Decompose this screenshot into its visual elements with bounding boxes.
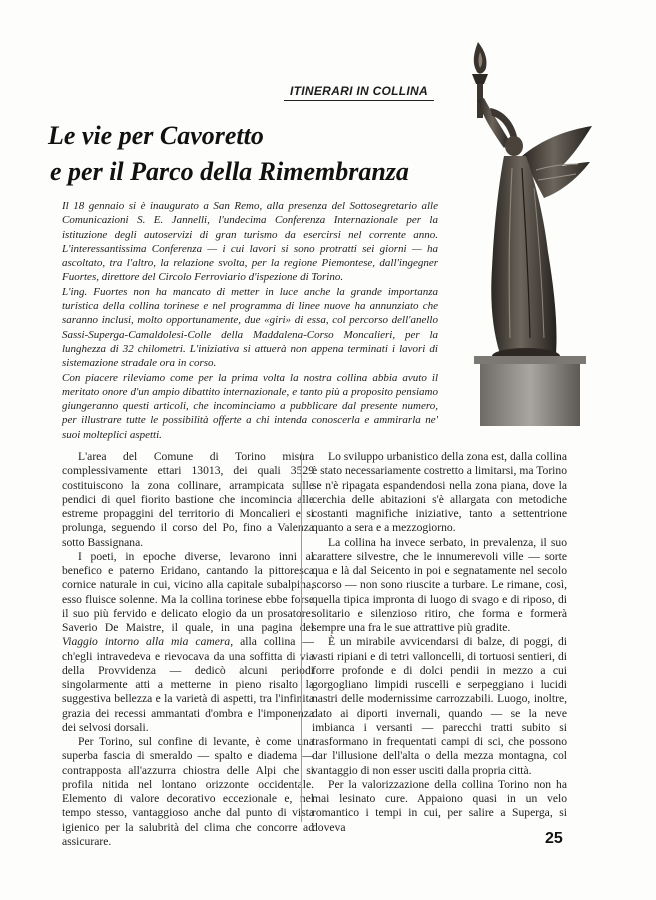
title-line-2: e per il Parco della Rimembranza	[50, 157, 409, 186]
intro-block	[62, 199, 438, 442]
body-paragraph: Per la valorizzazione della collina Torino non ha mai lesinato cure. Appaiono quasi in un velo romantico i tempi in cui, per salire a Superga, si doveva	[312, 777, 567, 834]
article-title	[48, 118, 448, 190]
right-column	[312, 450, 567, 835]
intro-paragraph: Il 18 gennaio si è inaugurato a San Remo, alla presenza del Sottosegretario alle Comunicazioni S. E. Jannelli, l'undecima Conferenza Internazionale per la istituzione degli autoservizi di gran turismo da esercirsi nel corrente anno. L'interessantissima Conferenza — i cui lavori si sono protratti sei giorni — ha ascoltato, tra l'altro, la relazione svolta, per la regione Piemontese, dall'ingegner Fuortes, direttore del Circolo Ferroviario d'ispezione di Torino.	[62, 200, 438, 284]
page-number: 25	[545, 830, 563, 847]
intro-paragraph: L'ing. Fuortes non ha mancato di metter in luce anche la grande importanza turistica della collina torinese e nel programma di linee nuove ha annunziato che saranno inclusi, molto opportunamente, due «giri» di essa, col percorso dell'anello Sassi-Superga-Camaldolesi-Colle della Maddalena-Corso Moncalieri, per la lunghezza di 32 chilometri. L'iniziativa si attuerà non appena terminati i lavori di sistemazione stradale ora in corso.	[62, 285, 438, 370]
column-divider	[301, 452, 302, 822]
book-title: Viaggio intorno alla mia camera	[62, 635, 231, 649]
body-paragraph: Per Torino, sul confine di levante, è come una superba fascia di smeraldo — spalto e diadema — contrapposta all'azzurra chiostra delle Alpi che si profila nitida nel lontano orizzonte occidentale. Elemento di valore decorativo eccezionale e, nel tempo stesso, vantaggioso anche dal punto di vista igienico per la salubrità del clima che concorre ad assicurare.	[62, 735, 314, 848]
body-paragraph: Lo sviluppo urbanistico della zona est, dalla collina è stato necessariamente costretto a limitarsi, ma Torino se n'è ripagata espandendosi nella zona piana, dove la cerchia delle abitazioni s'è allargata con metodiche costanti magnifiche iniziative, tanto a settentrione quanto a sera e a mezzogiorno.	[312, 450, 567, 535]
body-paragraph: La collina ha invece serbato, in prevalenza, il suo carattere silvestre, che le innumerevoli ville — sorte qua e là dal Seicento in poi e segnatamente nel secolo scorso — non sono riuscite a turbare. Le rimane, così, quella tipica impronta di luogo di svago e di riposo, di solitario e silenzioso ritiro, che forma e formerà sempre una fra le sue attrattive più gradite.	[312, 535, 567, 634]
body-paragraph: L'area del Comune di Torino misura complessivamente ettari 13013, dei quali 3529 costituiscono la zona collinare, arrampicata sulle pendici di quel fiorito bastione che incomincia alle estreme propaggini del territorio di Moncalieri e si prolunga, seguendo il corso del Po, fino a Valenza sotto Bassignana.	[62, 450, 314, 549]
left-column	[62, 450, 314, 849]
winged-victory-statue-icon	[464, 38, 594, 426]
title-line-1: Le vie per Cavoretto	[48, 121, 264, 150]
intro-paragraph: Con piacere rileviamo come per la prima volta la nostra collina abbia avuto il meritato onore d'un ampio dibattito internazionale, e tanto più a proposito pensiamo giungeranno questi articoli, che incominciamo a pubblicare dal presente numero, per illustrare tutte le possibilità offerte a chi intenda conoscerla e ammirarla ne' suoi molteplici aspetti.	[62, 371, 438, 441]
body-paragraph: È un mirabile avvicendarsi di balze, di poggi, di vasti ripiani e di tetri valloncelli, di tortuosi sentieri, di forre profonde e di dolci pendii in mezzo a cui gorgogliano limpidi ruscelli e serpeggiano i lucidi nastri delle modernissime carrozzabili. Luogo, inoltre, dato ai diporti invernali, quando — se la neve imbianca i versanti — parecchi tratti subito si trasformano in frequentati campi di sci, che possono dar l'illusione dell'alta o della mezza montagna, col vantaggio di non esser usciti dalla propria città.	[312, 635, 567, 777]
section-label: ITINERARI IN COLLINA	[284, 84, 434, 101]
body-paragraph: I poeti, in epoche diverse, levarono inni al benefico e paterno Eridano, cantando la pittoresca cornice naturale in cui, vicino alla capitale subalpina, esso fluisce solenne. Ma la collina torinese ebbe forse il suo più fervido e delicato elogio da un prosatore: Saverio De Maistre, il quale, in una pagina del Viaggio intorno alla mia camera, alla collina — ch'egli intravedeva e rievocava da una soffitta di via della Provvidenza — dedicò alcuni periodi singolarmente atti a metterne in pieno risalto la suggestiva bellezza e la varietà di aspetti, tra l'infinita grazia dei recessi ammantati d'ombra e l'imponenza dei selvosi dorsali.	[62, 549, 314, 734]
